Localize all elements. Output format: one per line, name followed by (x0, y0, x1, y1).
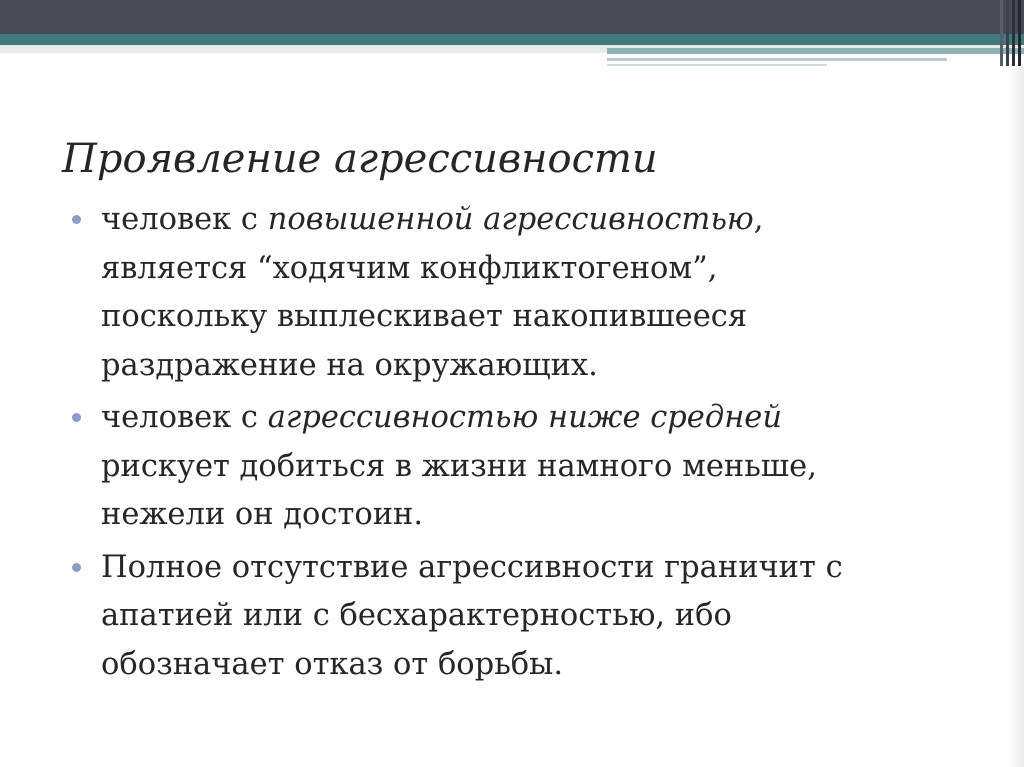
bullet-text: человек с (101, 400, 268, 435)
bullet-text: , (753, 202, 764, 237)
page-fold-shadow (1008, 66, 1024, 767)
header-bar-teal (0, 34, 1024, 45)
bullet-dot-icon (72, 413, 81, 422)
bullet-item (72, 196, 972, 390)
bullet-item (72, 394, 972, 540)
bullet-line: обозначает отказ от борьбы. (101, 646, 564, 682)
bullet-list (72, 196, 972, 693)
bullet-line (101, 394, 972, 443)
bullet-text: человек с (101, 202, 268, 237)
bullet-dot-icon (72, 215, 81, 224)
bullet-line: апатией или с бесхарактерностью, ибо (101, 598, 732, 633)
bullet-line: Полное отсутствие агрессивности граничит с (101, 549, 843, 585)
bullet-line: является “ходячим конфликтогеном”, (101, 250, 718, 286)
bullet-line (101, 196, 972, 245)
header-accent-line (607, 48, 1024, 54)
bullet-dot-icon (72, 563, 81, 572)
bullet-line: поскольку выплескивает накопившееся (101, 299, 748, 334)
bullet-line: нежели он достоин. (101, 497, 424, 532)
slide-title: Проявление агрессивности (62, 136, 658, 182)
header-bar-dark (0, 0, 1024, 34)
header-accent-line (607, 64, 827, 66)
bullet-item (72, 544, 972, 690)
bullet-line: рискует добиться в жизни намного меньше, (101, 448, 817, 484)
corner-decoration (998, 0, 1024, 66)
bullet-emphasis: повышенной агрессивностью (267, 202, 754, 237)
header-accent-line (607, 58, 947, 61)
bullet-emphasis: агрессивностью ниже средней (267, 400, 782, 435)
bullet-line: раздражение на окружающих. (101, 347, 598, 383)
